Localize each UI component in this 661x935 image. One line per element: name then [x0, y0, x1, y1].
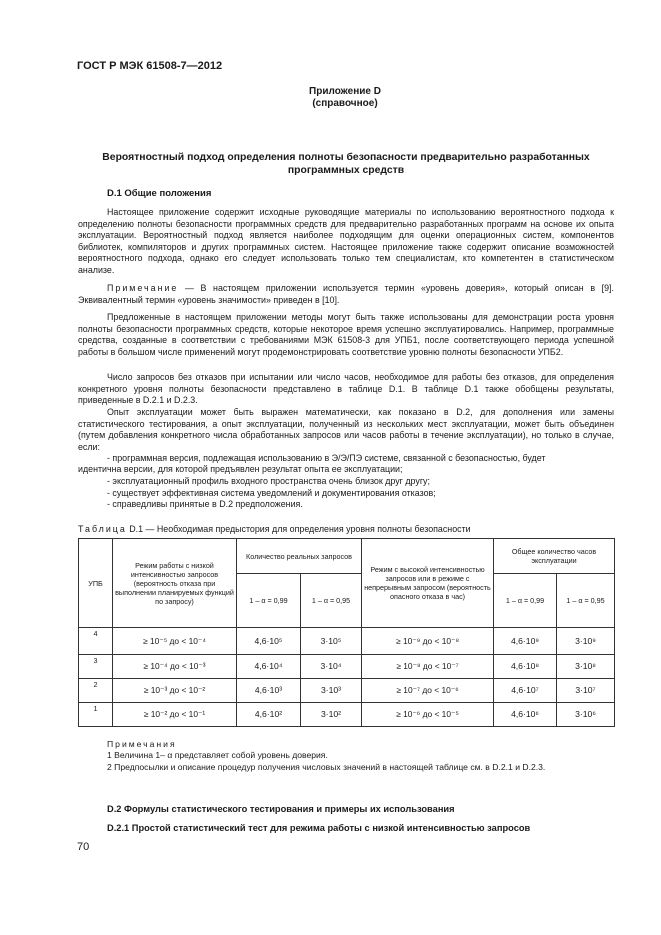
page-number: 70	[77, 841, 90, 853]
main-title	[78, 151, 614, 177]
table-caption-text: D.1 — Необходимая предыстория для определения уровня полноты безопасности	[126, 524, 471, 534]
header-low-demand: Режим работы с низкой интенсивностью запросов (вероятность отказа при выполнении планируемых функций по запросу)	[113, 539, 237, 628]
cell-high-range: ≥ 10⁻⁸ до < 10⁻⁷	[362, 655, 494, 679]
cell-count-095: 3·10⁵	[301, 628, 362, 655]
table-row	[79, 628, 615, 655]
cell-hours-099: 4,6·10⁷	[494, 679, 557, 703]
header-upb: УПБ	[79, 539, 113, 628]
subheader-count-095: 1 – α = 0,95	[301, 574, 362, 628]
table-row	[79, 679, 615, 703]
paragraph-3: Число запросов без отказов при испытании или число часов, необходимое для работы без отказов, для определения конкретного уровня полноты безопасности представлено в таблице D.1. В таблице D.1 также обобщены результаты, приведенные в D.2.1 и D.2.3.	[78, 372, 614, 406]
paragraph-4: Опыт эксплуатации может быть выражен математически, как показано в D.2, для дополнения или замены статистического тестирования, а опыт эксплуатации, полученный из нескольких мест эксплуатации, может быть объединен (путем добавления конкретного числа обработанных запросов или часов работы в течение эксплуатации), но только в случае, если:	[78, 407, 614, 452]
subheader-hours-099: 1 – α = 0,99	[494, 574, 557, 628]
cell-hours-095: 3·10⁷	[557, 679, 615, 703]
main-title-line-1: Вероятностный подход определения полноты безопасности предварительно разработанных	[102, 152, 590, 163]
cell-low-range: ≥ 10⁻⁵ до < 10⁻⁴	[113, 628, 237, 655]
cell-low-range: ≥ 10⁻² до < 10⁻¹	[113, 703, 237, 727]
cell-count-099: 4,6·10²	[237, 703, 301, 727]
table-row	[79, 655, 615, 679]
cell-hours-095: 3·10⁶	[557, 703, 615, 727]
paragraph-1: Настоящее приложение содержит исходные руководящие материалы по использованию вероятностного подхода к определению полноты безопасности программных средств для предварительно разработанных программ на основе их опыта эксплуатации. Вероятностный подход является наиболее подходящим для оценки операционных систем, компонентов библиотек, компиляторов и других программных систем. Настоящее приложение также содержит описание возможностей вероятностного подхода, однако его следует использовать только тем специалистам, кто компетентен в статистическом анализе.	[78, 207, 614, 275]
cell-hours-095: 3·10⁹	[557, 628, 615, 655]
header-high-demand: Режим с высокой интенсивностью запросов или в режиме с непрерывным запросом (вероятность опасного отказа в час)	[362, 539, 494, 628]
main-title-line-2: программных средств	[287, 165, 405, 176]
subheader-count-099: 1 – α = 0,99	[237, 574, 301, 628]
bullet-4: - справедливы принятые в D.2 предположения.	[107, 499, 303, 509]
bullet-2: - эксплуатационный профиль входного пространства очень близок друг другу;	[107, 476, 430, 486]
section-d2-heading: D.2 Формулы статистического тестирования и примеры их использования	[107, 804, 455, 814]
cell-upb: 1	[79, 703, 113, 727]
bullet-1-line-1: - программная версия, подлежащая использованию в Э/Э/ПЭ системе, связанной с безопасностью, будет	[107, 453, 546, 463]
annex-subtitle: (справочное)	[312, 98, 378, 109]
note-text: — В настоящем приложении используется термин «уровень доверия», который описан в [9]. Эквивалентный термин «уровень значимости» приведен в [10].	[78, 283, 614, 305]
cell-low-range: ≥ 10⁻³ до < 10⁻²	[113, 679, 237, 703]
cell-count-095: 3·10²	[301, 703, 362, 727]
header-demand-count: Количество реальных запросов	[237, 539, 362, 574]
notes-title: Примечания	[107, 739, 177, 749]
note-label: Примечание	[107, 283, 179, 293]
cell-hours-099: 4,6·10⁹	[494, 628, 557, 655]
section-d1-heading: D.1 Общие положения	[107, 188, 212, 199]
paragraph-2: Предложенные в настоящем приложении методы могут быть также использованы для демонстрации роста уровня полноты безопасности программных средств, которые некоторое время успешно эксплуатировались. Например, программные средства, созданные в соответствии с требованиями МЭК 61508-3 для УПБ1, после соответствующего периода успешной работы в большом числе применений могут продемонстрировать соответствие уровню полноты безопасности УПБ2.	[78, 312, 614, 357]
cell-upb: 3	[79, 655, 113, 679]
table-row	[79, 703, 615, 727]
table-note-2: 2 Предпосылки и описание процедур получения числовых значений в настоящей таблице см. в D.2.1 и D.2.3.	[107, 761, 546, 772]
cell-hours-095: 3·10⁸	[557, 655, 615, 679]
cell-count-095: 3·10⁴	[301, 655, 362, 679]
cell-hours-099: 4,6·10⁶	[494, 703, 557, 727]
cell-count-099: 4,6·10⁴	[237, 655, 301, 679]
cell-count-099: 4,6·10⁵	[237, 628, 301, 655]
note-paragraph	[78, 283, 614, 306]
cell-hours-099: 4,6·10⁸	[494, 655, 557, 679]
subheader-hours-095: 1 – α = 0,95	[557, 574, 615, 628]
requirements-table	[78, 538, 615, 727]
document-header: ГОСТ Р МЭК 61508-7—2012	[77, 60, 223, 72]
cell-high-range: ≥ 10⁻⁹ до < 10⁻⁸	[362, 628, 494, 655]
section-d21-heading: D.2.1 Простой статистический тест для режима работы с низкой интенсивностью запросов	[107, 823, 531, 833]
cell-count-095: 3·10³	[301, 679, 362, 703]
cell-low-range: ≥ 10⁻⁴ до < 10⁻³	[113, 655, 237, 679]
cell-upb: 2	[79, 679, 113, 703]
header-operating-hours: Общее количество часов эксплуатации	[494, 539, 615, 574]
bullet-3: - существует эффективная система уведомлений и документирования отказов;	[107, 488, 436, 498]
cell-high-range: ≥ 10⁻⁶ до < 10⁻⁵	[362, 703, 494, 727]
bullet-1-line-2: идентична версии, для которой предъявлен результат опыта ее эксплуатации;	[78, 464, 403, 474]
table-caption	[78, 524, 471, 534]
cell-high-range: ≥ 10⁻⁷ до < 10⁻⁶	[362, 679, 494, 703]
table-note-1: 1 Величина 1– α представляет собой уровень доверия.	[107, 750, 328, 761]
annex-title: Приложение D	[309, 86, 381, 97]
cell-upb: 4	[79, 628, 113, 655]
cell-count-099: 4,6·10³	[237, 679, 301, 703]
table-caption-label: Таблица	[78, 524, 127, 534]
table-notes	[78, 739, 614, 773]
